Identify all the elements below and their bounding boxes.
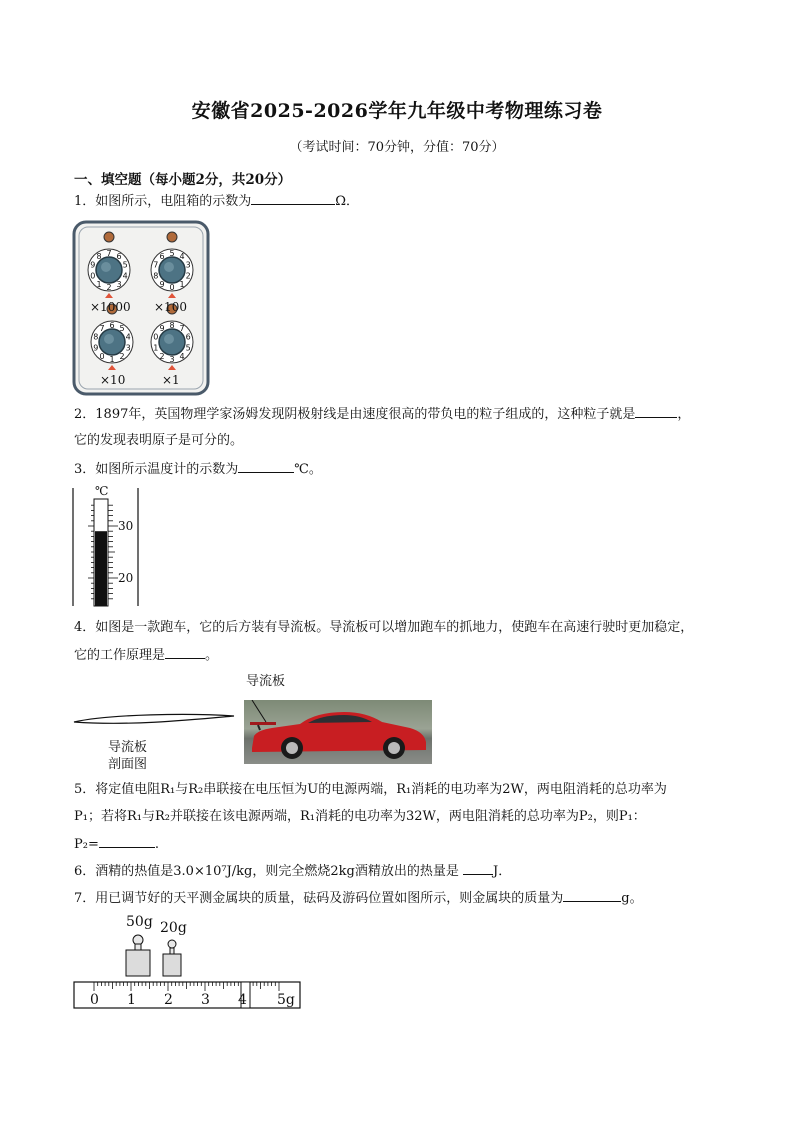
- q4-answer-blank[interactable]: [165, 646, 205, 659]
- question-1: [74, 192, 359, 211]
- mercury-column: [95, 531, 107, 606]
- scale-label: 5g: [277, 992, 295, 1008]
- q3-answer-blank[interactable]: [238, 460, 294, 473]
- dial-digit: 8: [153, 271, 159, 281]
- q7-text: 7．用已调节好的天平测金属块的质量，砝码及游码位置如图所示，则金属块的质量为: [74, 891, 564, 906]
- dial-digit: 7: [99, 324, 105, 334]
- question-4-line-1: 4．如图是一款跑车，它的后方装有导流板。导流板可以增加跑车的抓地力，使跑车在高速行驶时更加稳定，: [74, 620, 694, 635]
- dial-label-x10: ×10: [100, 373, 126, 387]
- q1-text: 1．如图所示，电阻箱的示数为: [74, 194, 252, 209]
- dial-digit: 2: [159, 351, 165, 361]
- dial-label-x1000: ×1000: [90, 300, 131, 314]
- q3-unit: ℃。: [294, 462, 322, 477]
- photo-spoiler-label: 导流板: [246, 674, 286, 689]
- scale-label: 1: [127, 992, 136, 1008]
- dial-digit: 9: [93, 343, 99, 353]
- question-2-line-1: [74, 405, 690, 424]
- q5-answer-blank[interactable]: [99, 835, 155, 848]
- sports-car-drawing: [244, 700, 432, 764]
- question-4-line-2: [74, 646, 218, 665]
- q4-punct: 。: [205, 648, 219, 663]
- dial-digit: 7: [153, 260, 159, 270]
- section-label-2: 剖面图: [108, 757, 148, 772]
- q1-unit: Ω．: [335, 194, 360, 209]
- dial-digit: 6: [116, 252, 122, 262]
- dial-digit: 7: [106, 249, 112, 258]
- balance-figure: [72, 912, 304, 1014]
- dial-digit: 1: [179, 279, 185, 289]
- resistance-box-figure: [72, 220, 210, 396]
- dial-digit: 2: [106, 283, 112, 292]
- dial-digit: 4: [179, 252, 185, 262]
- thermometer-unit: ℃: [95, 484, 109, 498]
- q3-text: 3．如图所示温度计的示数为: [74, 462, 239, 477]
- dial-digit: 4: [125, 332, 131, 342]
- scale-label: 0: [90, 992, 99, 1008]
- dial-digit: 0: [169, 283, 175, 292]
- dial-digit: 3: [169, 355, 175, 364]
- dial-label-x1: ×1: [162, 373, 180, 387]
- q2-text: 2．1897年，英国物理学家汤姆发现阴极射线是由速度很高的带负电的粒子组成的，这种粒子就是: [74, 407, 636, 422]
- question-2-line-2: 它的发现表明原子是可分的。: [74, 433, 244, 448]
- dial-digit: 6: [185, 332, 191, 342]
- q5-text: P₂=: [74, 837, 99, 852]
- dial-digit: 2: [185, 271, 191, 281]
- q7-unit: g。: [621, 891, 643, 906]
- section-heading: 一、填空题（每小题2分，共20分）: [74, 172, 292, 188]
- dial-digit: 4: [179, 351, 185, 361]
- question-5-line-3: [74, 835, 159, 854]
- tick-label-20: 20: [118, 571, 134, 585]
- dial-digit: 0: [90, 271, 96, 281]
- q6-answer-blank[interactable]: [463, 862, 493, 875]
- dial-digit: 3: [125, 343, 131, 353]
- airfoil-shape: [70, 710, 240, 734]
- dial-digit: 9: [159, 324, 165, 334]
- q4-text: 它的工作原理是: [74, 648, 166, 663]
- question-5-line-1: 5．将定值电阻R₁与R₂串联接在电压恒为U的电源两端，R₁消耗的电功率为2W，两电阻消耗的总功率为: [74, 782, 667, 797]
- dial-digit: 9: [159, 279, 165, 289]
- dial-digit: 5: [185, 343, 191, 353]
- dial-digit: 8: [93, 332, 99, 342]
- q7-answer-blank[interactable]: [563, 889, 621, 902]
- weight-label-50g: 50g: [126, 914, 153, 930]
- dial-digit: 3: [185, 260, 191, 270]
- dial-digit: 1: [153, 343, 159, 353]
- section-label-1: 导流板: [108, 740, 148, 755]
- dial-digit: 2: [119, 351, 125, 361]
- dial-digit: 0: [99, 351, 105, 361]
- dial-digit: 4: [122, 271, 128, 281]
- spoiler-cross-section: [70, 710, 240, 770]
- dial-digit: 8: [169, 321, 175, 330]
- dial-digit: 3: [116, 279, 122, 289]
- q1-answer-blank[interactable]: [251, 192, 335, 205]
- question-6: [74, 862, 511, 881]
- thermometer-figure: [70, 484, 150, 610]
- q2-answer-blank[interactable]: [635, 405, 677, 418]
- dial-digit: 1: [109, 355, 115, 364]
- q2-punct: ，: [677, 407, 691, 422]
- dial-label-x100: ×100: [154, 300, 187, 314]
- question-5-line-2: P₁；若将R₁与R₂并联接在该电源两端，R₁消耗的电功率为32W，两电阻消耗的总功率为P₂，则P₁：: [74, 809, 646, 824]
- weight-label-20g: 20g: [160, 920, 187, 936]
- dial-digit: 5: [122, 260, 128, 270]
- dial-digit: 9: [90, 260, 96, 270]
- q6-unit: J．: [493, 864, 512, 879]
- weights-and-rider-drawing: [72, 912, 304, 1014]
- question-3: [74, 460, 322, 479]
- dial-digit: 1: [96, 279, 102, 289]
- dial-digit: 5: [119, 324, 125, 334]
- exam-info: （考试时间：70分钟，分值：70分）: [289, 140, 505, 155]
- q6-text: 6．酒精的热值是3.0×10⁷J/kg，则完全燃烧2kg酒精放出的热量是: [74, 864, 459, 879]
- dial-digit: 7: [179, 324, 185, 334]
- scale-label: 4: [238, 992, 247, 1008]
- q5-punct: .: [154, 837, 159, 852]
- dial-digit: 8: [96, 252, 102, 262]
- dial-digit: 6: [109, 321, 115, 330]
- thermometer-drawing: [70, 484, 150, 610]
- question-7: [74, 889, 643, 908]
- dial-digit: 6: [159, 252, 165, 262]
- page-title: 安徽省2025-2026学年九年级中考物理练习卷: [191, 100, 603, 122]
- dial-digit: 5: [169, 249, 175, 258]
- sports-car-photo: [244, 700, 432, 764]
- tick-label-30: 30: [118, 519, 134, 533]
- scale-label: 3: [201, 992, 210, 1008]
- dial-digit: 0: [153, 332, 159, 342]
- scale-label: 2: [164, 992, 173, 1008]
